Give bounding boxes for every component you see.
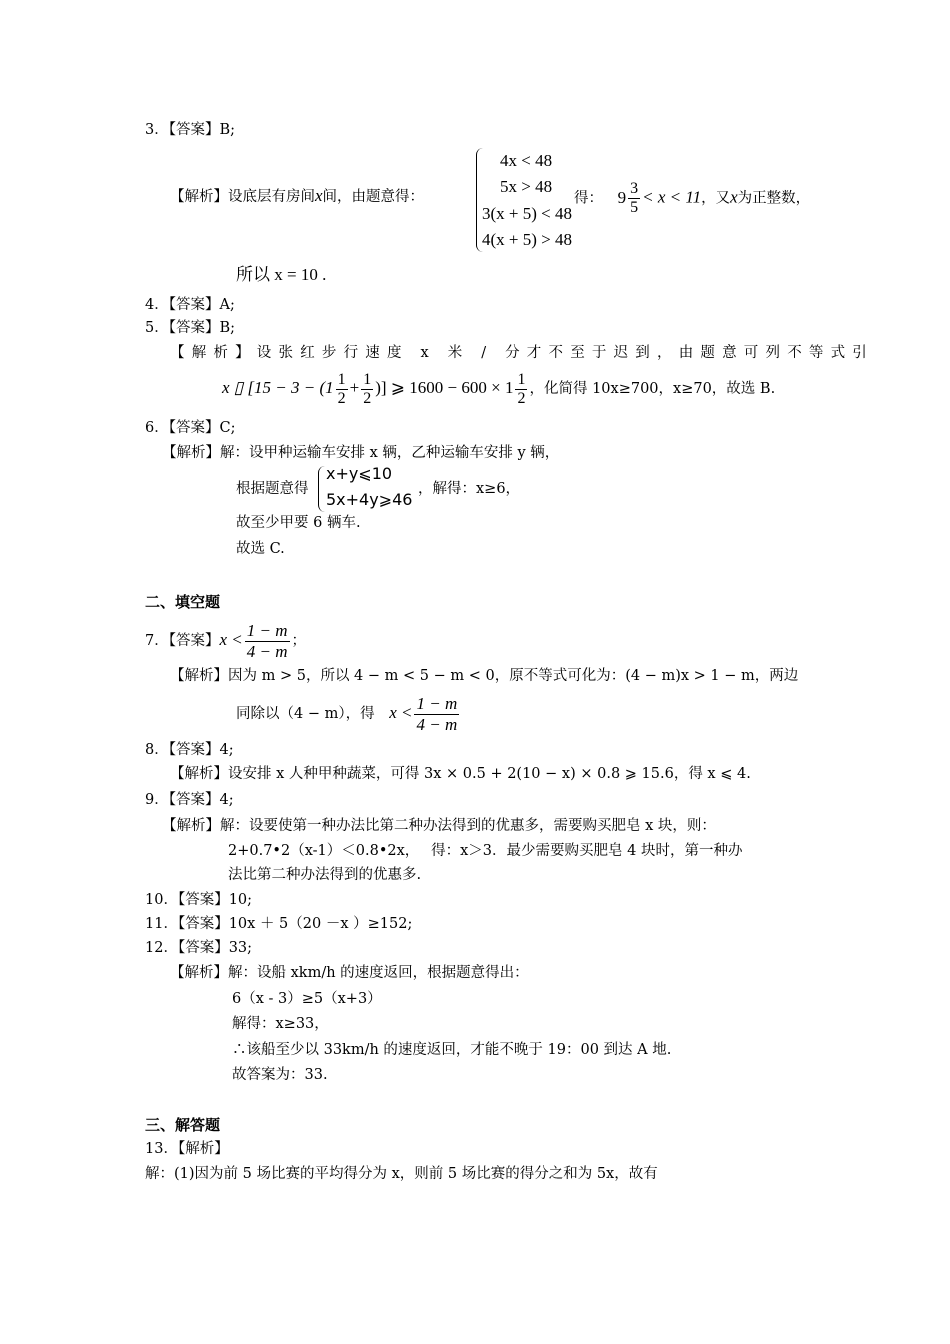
numerator: 1 <box>363 370 372 388</box>
q13-label: 13．【解析】 <box>145 1141 229 1157</box>
q13-line1: 解：(1)因为前 5 场比赛的平均得分为 x，则前 5 场比赛的得分之和为 5x，故有 <box>145 1166 658 1182</box>
numerator: 1 <box>337 370 346 388</box>
q9-line3: 法比第二种办法得到的优惠多. <box>228 867 422 883</box>
fraction <box>414 694 459 735</box>
math: x < <box>219 630 243 649</box>
formula-part: )] ⩾ 1600 − 600 × 1 <box>375 378 514 397</box>
q12-line5: 故答案为：33. <box>232 1067 328 1083</box>
q3-analysis <box>170 187 424 206</box>
q12-line3: 解得：x≥33， <box>232 1016 329 1032</box>
q7-line2 <box>236 692 461 735</box>
answer-label: 7．【答案】 <box>145 633 220 649</box>
denominator: 4 − m <box>416 714 458 734</box>
q5-formula <box>222 368 775 409</box>
math: x < <box>389 703 413 722</box>
q7-answer <box>145 619 306 662</box>
numerator: 1 <box>517 370 526 388</box>
q3-conclusion: 所以 x = 10 . <box>236 265 327 284</box>
section-heading: 三、解答题 <box>145 1116 221 1134</box>
q9-analysis: 【解析】解：设要使第一种办法比第二种办法得到的优惠多，需要购买肥皂 x 块，则： <box>162 818 716 834</box>
q8-analysis: 【解析】设安排 x 人种甲种蔬菜，可得 3x × 0.5 + 2(10 − x) × 0.8 ⩾ 15.6，得 x ⩽ 4. <box>170 766 751 782</box>
text: 同除以（4 − m），得 <box>236 706 375 722</box>
formula-tail: ，化简得 10x≥700，x≥70，故选 B. <box>529 381 776 397</box>
numerator: 3 <box>630 180 639 197</box>
q12-line4: ∴该船至少以 33km/h 的速度返回，才能不晚于 19：00 到达 A 地. <box>232 1042 672 1058</box>
q6-answer: 6．【答案】C; <box>145 420 236 436</box>
denominator: 2 <box>337 389 346 407</box>
fraction <box>336 371 348 408</box>
math-x: x <box>315 186 323 205</box>
denominator: 2 <box>517 389 526 407</box>
system-row: 5x+4y⩾46 <box>326 490 413 509</box>
numerator: 1 − m <box>416 693 458 713</box>
analysis-tag: 【解析】 <box>170 189 228 205</box>
range: < x < 11 <box>642 187 702 207</box>
system-row: 3(x + 5) < 48 <box>482 204 572 223</box>
system-row: 4x < 48 <box>500 151 553 170</box>
formula-part: x ▯ [15 − 3 − (1 <box>222 378 334 397</box>
analysis-text: 设底层有房间 <box>228 189 315 205</box>
q5-answer: 5．【答案】B; <box>145 320 236 336</box>
text: ； <box>291 633 307 649</box>
section-heading: 二、填空题 <box>145 593 221 611</box>
system-row: 5x > 48 <box>500 177 553 196</box>
q6-line3: 故至少甲要 6 辆车. <box>236 515 361 531</box>
system-brace <box>318 466 325 512</box>
q12-answer: 12．【答案】33; <box>145 940 253 956</box>
q9-answer: 9．【答案】4; <box>145 792 234 808</box>
analysis-text: 间，由题意得： <box>322 189 425 205</box>
fraction <box>361 371 373 408</box>
q4-answer: 4．【答案】A; <box>145 297 235 313</box>
denominator: 5 <box>630 199 639 216</box>
numerator: 1 − m <box>246 620 288 640</box>
q6-analysis: 【解析】解：设甲种运输车安排 x 辆，乙种运输车安排 y 辆， <box>162 445 560 461</box>
fraction <box>515 371 527 408</box>
q12-line2: 6（x - 3）≥5（x+3） <box>232 991 382 1007</box>
math-x: x <box>730 187 738 207</box>
q9-line2: 2+0.7•2（x-1）＜0.8•2x， 得：x＞3．最少需要购买肥皂 4 块时，第一种办 <box>228 843 743 859</box>
text: ，又 <box>701 190 731 207</box>
q11-answer: 11．【答案】10x ＋ 5（20 －x ）≥152; <box>145 916 413 932</box>
q5-analysis: 【解析】设张红步行速度 x 米 / 分才不至于迟到，由题意可列不等式引 <box>170 345 874 361</box>
system-row: x+y⩽10 <box>326 464 393 483</box>
q6-lead: 根据题意得 <box>236 481 309 497</box>
q7-analysis: 【解析】因为 m > 5，所以 4 − m < 5 − m < 0，原不等式可化为：(4 − m)x > 1 − m，两边 <box>170 668 799 684</box>
q10-answer: 10．【答案】10; <box>145 892 253 908</box>
q6-solve: ，解得：x≥6， <box>418 481 521 497</box>
mixed-whole: 9 <box>617 187 627 207</box>
q3-answer: 3．【答案】B; <box>145 122 236 138</box>
q12-analysis: 【解析】解：设船 xkm/h 的速度返回，根据题意得出： <box>170 965 529 981</box>
text: 得： <box>574 190 603 207</box>
text: 为正整数， <box>737 190 811 207</box>
plus: + <box>349 378 360 397</box>
q8-answer: 8．【答案】4; <box>145 742 234 758</box>
denominator: 2 <box>363 389 372 407</box>
fraction <box>245 621 290 662</box>
q6-line4: 故选 C. <box>236 541 285 557</box>
denominator: 4 − m <box>246 641 288 661</box>
fraction <box>628 180 640 217</box>
system-row: 4(x + 5) > 48 <box>482 230 572 249</box>
q3-result <box>574 180 810 217</box>
